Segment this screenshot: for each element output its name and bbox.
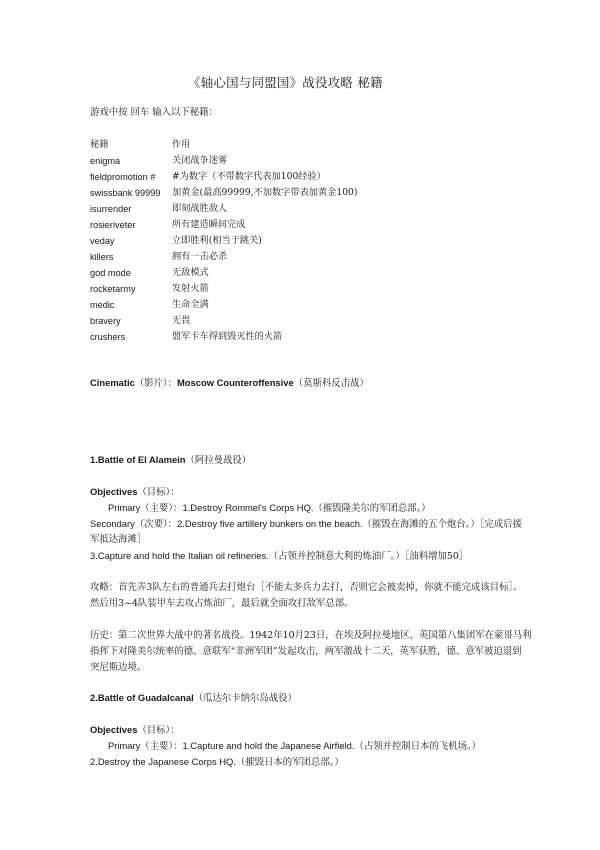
primary-objective-cn: （摧毁隆美尔的军团总部。）: [313, 503, 431, 514]
cheat-code: veday: [90, 236, 115, 246]
primary-label-cn: （主要）：: [140, 503, 183, 514]
cheat-header-code: 秘籍: [90, 139, 109, 150]
cinematic-line: [90, 377, 369, 390]
battle1-history-line3: 突尼斯边境。: [90, 662, 147, 673]
cinematic-name-cn: （莫斯科反击战）: [293, 378, 369, 389]
cheat-effect: 发射火箭: [172, 283, 209, 294]
battle2-heading-cn: （瓜达尔卡纳尔岛战役）: [193, 693, 297, 704]
cinematic-label-cn: （影片）：: [134, 378, 177, 389]
cheat-code: rosieriveter: [90, 220, 136, 230]
battle1-strategy-line1: 攻略：首先弄3队左右的普通兵去打炮台［不能太多兵力去打，否则它会被卖掉，你就不能完成该目标］。: [90, 582, 523, 593]
cheat-effect: 关闭战争迷雾: [172, 155, 228, 166]
cheat-effect: #为数字（不带数字代表加100经验）: [172, 171, 326, 182]
battle2-primary-objective: [108, 740, 481, 753]
cheat-effect: 无敌模式: [172, 267, 209, 278]
secondary-label-cn: （次要）：: [134, 519, 178, 530]
objectives-label-cn: （目标）：: [137, 487, 180, 498]
battle1-history-line2: 指挥下对隆美尔统率的德、意联军“非洲军团”发起攻击，两军激战十二天，英军获胜，德、意军被迫退到: [90, 646, 522, 657]
primary-label: Primary: [108, 740, 141, 751]
cinematic-name: Moscow Counteroffensive: [177, 377, 294, 388]
objectives-label: Objectives: [90, 486, 138, 497]
battle2-heading: [90, 692, 297, 705]
primary-objective-cn: （占领并控制日本的飞机场。）: [354, 741, 482, 752]
battle1-heading-cn: （阿拉曼战役）: [185, 455, 252, 466]
cheat-effect: 所有建造瞬间完成: [172, 219, 246, 230]
battle1-strategy-line2: 然后用3~4队装甲车去攻占炼油厂，最后就全面攻打敌军总部。: [90, 598, 354, 609]
cheat-effect: 盟军卡车得到毁灭性的火箭: [172, 331, 283, 342]
battle1-heading: [90, 454, 251, 467]
cheat-effect: 加黄金(最高99999,不加数字带表加黄金100): [172, 187, 358, 198]
battle1-heading-en: 1.Battle of El Alamein: [90, 454, 186, 465]
secondary-objective-cn: （摧毁在海滩的五个炮台。）［完成后援: [362, 519, 522, 530]
objectives-label-cn: （目标）：: [137, 725, 180, 736]
cheat-code: killers: [90, 252, 114, 262]
objective-2-text: 2.Destroy the Japanese Corps HQ.: [90, 756, 236, 767]
cheat-effect: 即刻战胜敌人: [172, 203, 228, 214]
objective-2-cn: （摧毁日本的军团总部。）: [235, 757, 344, 768]
secondary-label: Secondary: [90, 518, 135, 529]
cheat-effect: 无畏: [172, 315, 191, 326]
objective-3-cn: （占领并控制意大利的炼油厂。）［油料增加50］: [268, 551, 469, 562]
primary-label-cn: （主要）：: [140, 741, 183, 752]
cheat-effect: 生命全满: [172, 299, 209, 310]
battle1-secondary-cont: 军抵达海滩］: [90, 534, 147, 545]
battle1-history-line1: 历史：第二次世界大战中的著名战役。1942年10月23日，在埃及阿拉曼地区，英国第八集团军在蒙哥马利: [90, 630, 532, 641]
cheat-code: enigma: [90, 156, 121, 166]
cheat-code: medic: [90, 300, 115, 310]
intro-text: 游戏中按 回车 输入以下秘籍：: [90, 107, 218, 118]
battle1-objective-3: [90, 550, 468, 563]
cheat-code: rocketarmy: [90, 284, 136, 294]
battle1-primary-objective: [108, 502, 431, 515]
cheat-effect: 拥有一击必杀: [172, 251, 228, 262]
cheat-code: bravery: [90, 316, 121, 326]
cheat-code: isurrender: [90, 204, 132, 214]
cheat-effect: 立即胜利(相当于跳关): [172, 235, 262, 246]
secondary-objective-text: 2.Destroy five artillery bunkers on the beach.: [177, 518, 363, 529]
cheat-header-effect: 作用: [172, 139, 191, 150]
battle2-objectives-label: [90, 724, 180, 737]
battle1-secondary-objective: [90, 518, 522, 531]
primary-label: Primary: [108, 502, 141, 513]
cheat-code: crushers: [90, 332, 126, 342]
cinematic-label: Cinematic: [90, 377, 135, 388]
battle2-objective-2: [90, 756, 344, 769]
cheat-code: swissbank 99999: [90, 188, 161, 198]
objective-3-text: 3.Capture and hold the Italian oil refineries.: [90, 550, 269, 561]
battle1-objectives-label: [90, 486, 180, 499]
page-title: 《轴心国与同盟国》战役攻略 秘籍: [188, 75, 383, 90]
primary-objective-text: 1.Destroy Rommel's Corps HQ.: [182, 502, 314, 513]
battle2-heading-en: 2.Battle of Guadalcanal: [90, 692, 194, 703]
primary-objective-text: 1.Capture and hold the Japanese Airfield.: [182, 740, 355, 751]
objectives-label: Objectives: [90, 724, 138, 735]
cheat-code: god mode: [90, 268, 131, 278]
cheat-code: fieldpromotion #: [90, 172, 156, 182]
